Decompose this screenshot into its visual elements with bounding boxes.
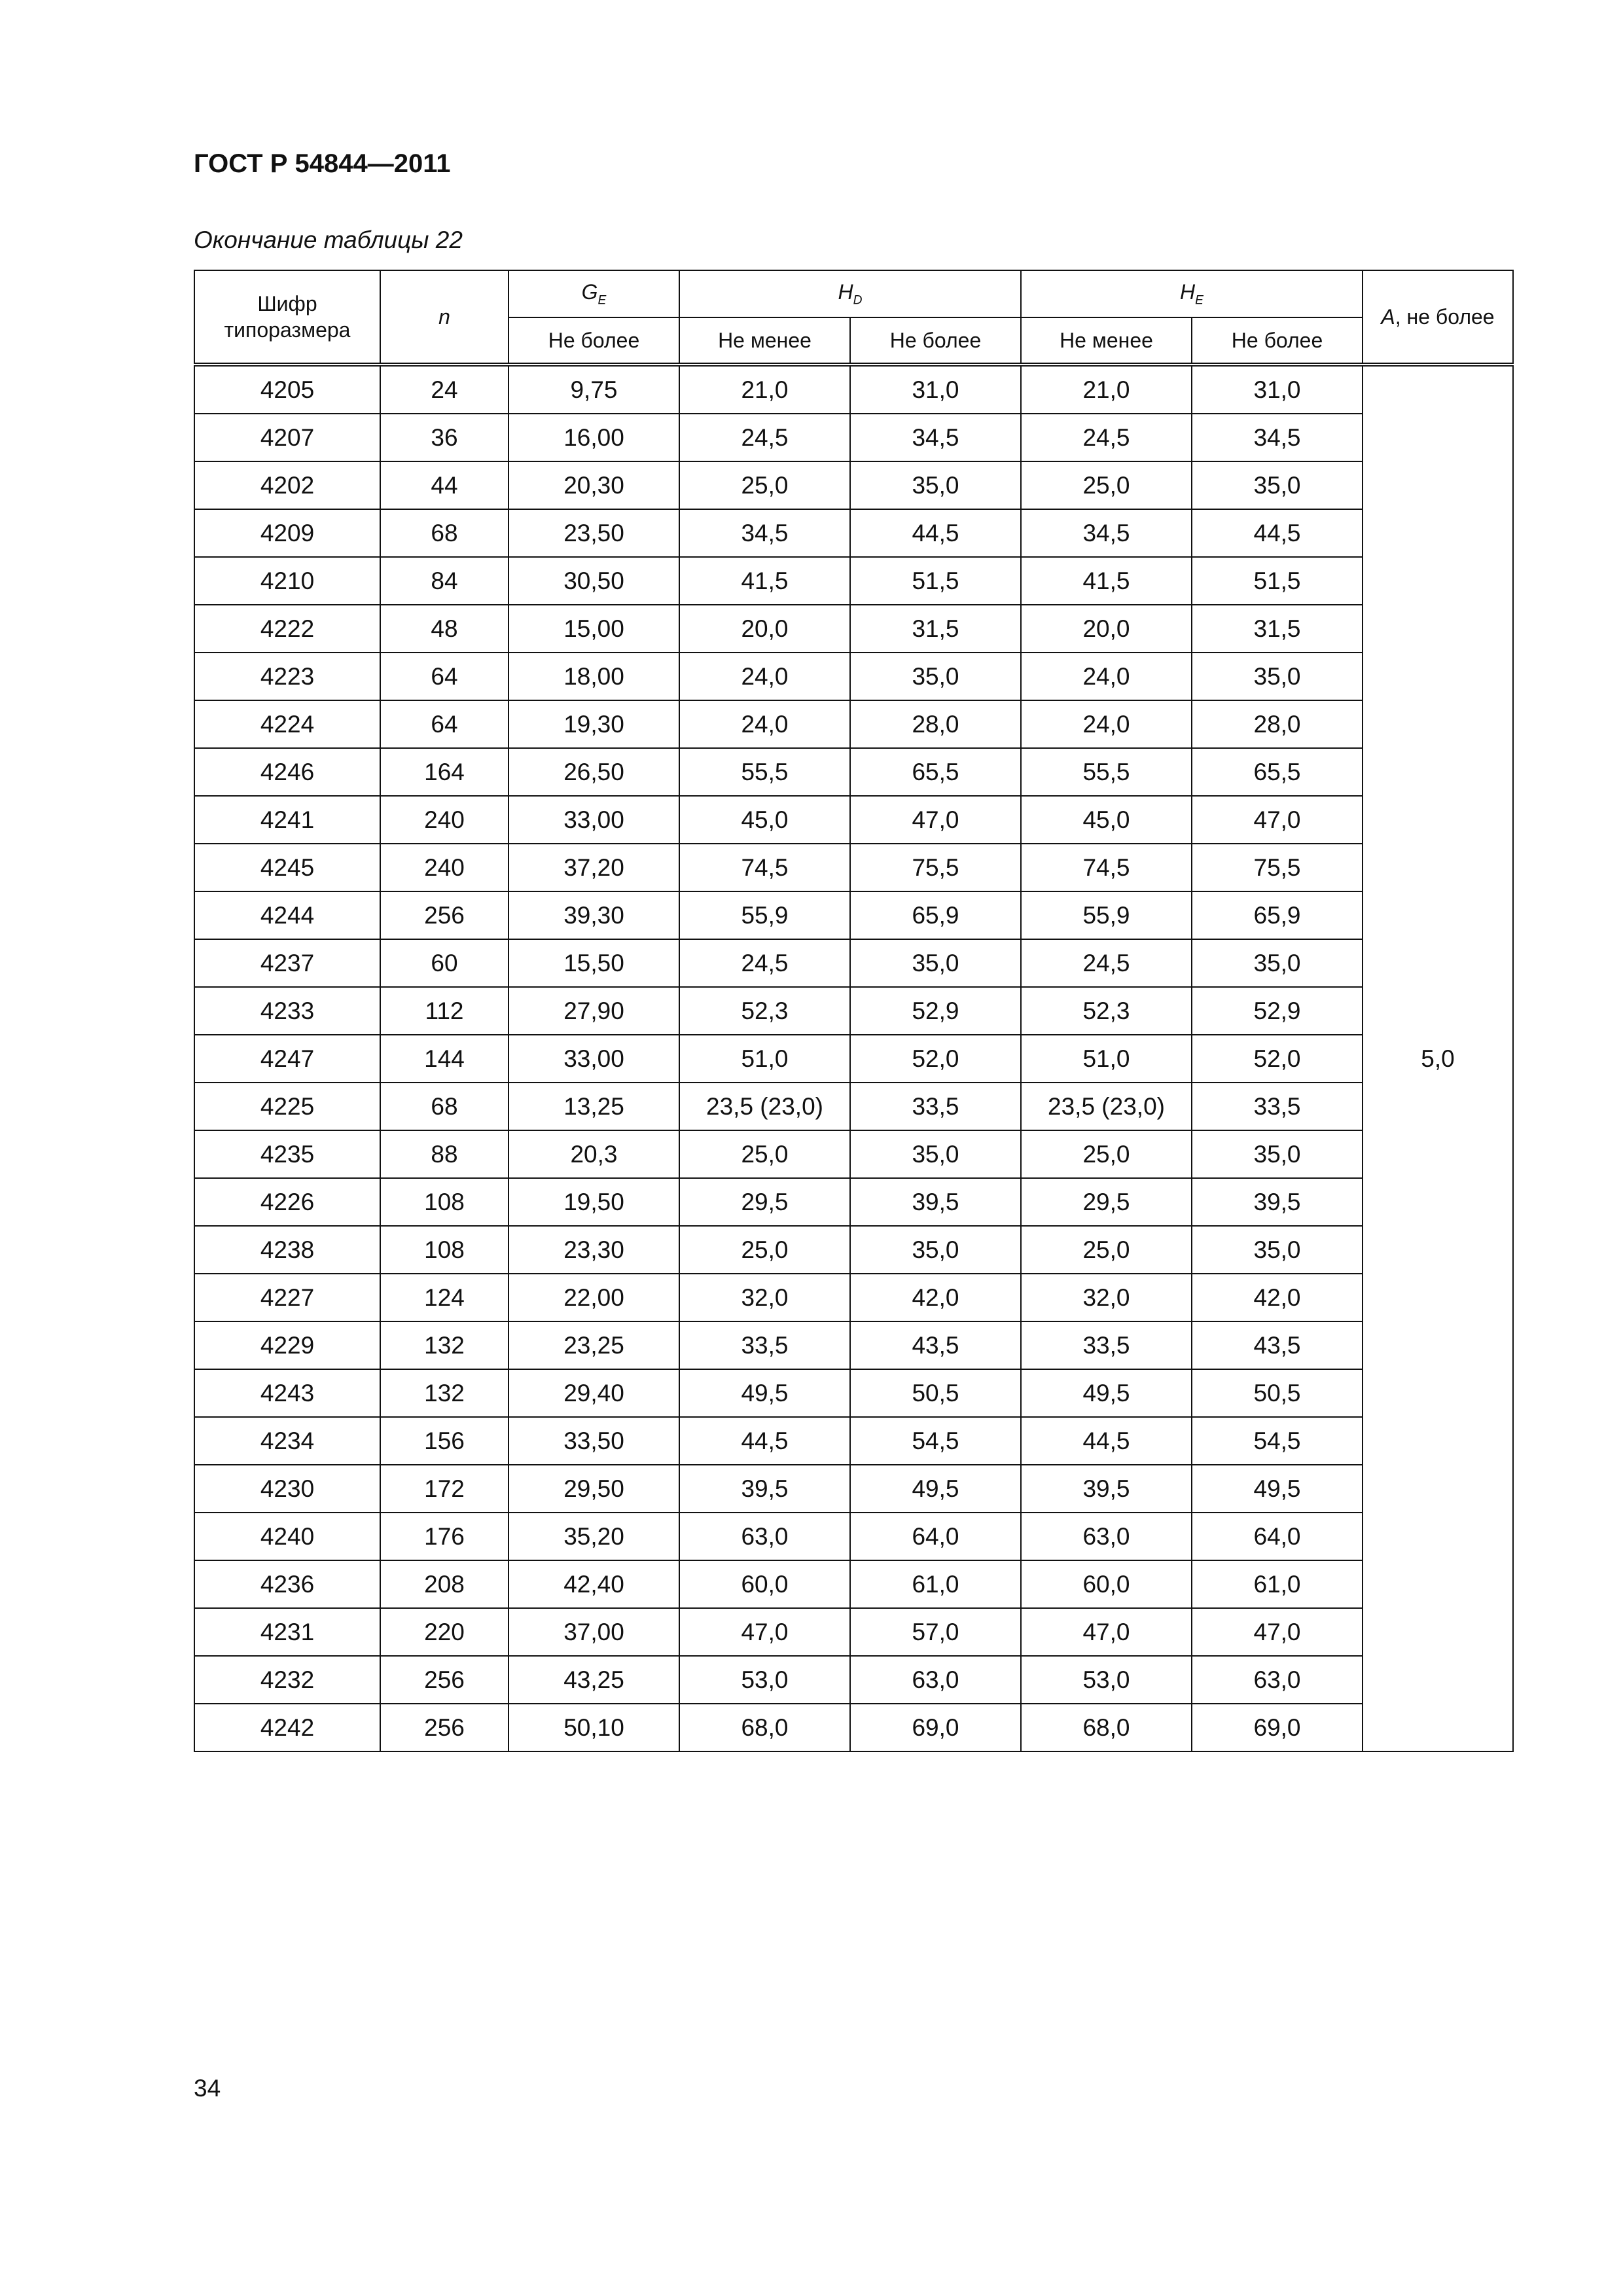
table-cell: 33,5 — [850, 1083, 1021, 1130]
table-cell: 25,0 — [1021, 1226, 1192, 1274]
table-cell: 69,0 — [1192, 1704, 1363, 1751]
table-cell: 124 — [380, 1274, 508, 1321]
table-row — [194, 748, 1513, 796]
table-row — [194, 1178, 1513, 1226]
table-cell: 4205 — [194, 365, 380, 414]
document-header: ГОСТ Р 54844—2011 — [194, 149, 451, 178]
table-cell: 29,40 — [508, 1369, 679, 1417]
table-row — [194, 1321, 1513, 1369]
table-cell: 4237 — [194, 939, 380, 987]
table-row — [194, 1035, 1513, 1083]
table-cell: 48 — [380, 605, 508, 653]
table-cell: 4223 — [194, 653, 380, 700]
table-cell: 36 — [380, 414, 508, 461]
table-cell: 75,5 — [850, 844, 1021, 891]
table-cell: 4245 — [194, 844, 380, 891]
table-cell: 34,5 — [1021, 509, 1192, 557]
table-cell: 37,00 — [508, 1608, 679, 1656]
table-cell: 32,0 — [679, 1274, 850, 1321]
table-cell: 9,75 — [508, 365, 679, 414]
subheader-hd-max: Не более — [850, 317, 1021, 365]
table-cell: 4232 — [194, 1656, 380, 1704]
table-cell: 4246 — [194, 748, 380, 796]
table-cell: 63,0 — [1021, 1513, 1192, 1560]
table-cell: 39,5 — [1021, 1465, 1192, 1513]
table-cell: 164 — [380, 748, 508, 796]
table-cell: 108 — [380, 1226, 508, 1274]
table-cell: 4224 — [194, 700, 380, 748]
table-cell: 55,9 — [679, 891, 850, 939]
table-cell: 33,5 — [679, 1321, 850, 1369]
table-cell: 34,5 — [1192, 414, 1363, 461]
table-cell: 23,30 — [508, 1226, 679, 1274]
table-cell: 21,0 — [1021, 365, 1192, 414]
table-cell: 35,0 — [850, 461, 1021, 509]
table-cell: 240 — [380, 844, 508, 891]
table-cell: 4235 — [194, 1130, 380, 1178]
table-cell: 45,0 — [679, 796, 850, 844]
table-cell: 4234 — [194, 1417, 380, 1465]
table-cell: 20,0 — [679, 605, 850, 653]
table-caption: Окончание таблицы 22 — [194, 226, 463, 253]
table-cell: 176 — [380, 1513, 508, 1560]
table-cell: 13,25 — [508, 1083, 679, 1130]
table-cell: 29,5 — [679, 1178, 850, 1226]
header-a — [1363, 270, 1513, 365]
table-cell: 42,40 — [508, 1560, 679, 1608]
table-cell: 41,5 — [679, 557, 850, 605]
table-cell: 15,00 — [508, 605, 679, 653]
table-cell: 57,0 — [850, 1608, 1021, 1656]
table-cell: 42,0 — [1192, 1274, 1363, 1321]
table-row — [194, 1656, 1513, 1704]
table-row — [194, 1417, 1513, 1465]
table-cell: 27,90 — [508, 987, 679, 1035]
table-cell: 24,5 — [1021, 939, 1192, 987]
table-cell: 31,0 — [1192, 365, 1363, 414]
table-cell: 31,5 — [850, 605, 1021, 653]
table-cell: 65,5 — [1192, 748, 1363, 796]
header-ge-sub: E — [597, 293, 607, 308]
table-cell: 25,0 — [679, 1226, 850, 1274]
table-row — [194, 605, 1513, 653]
table-cell: 44,5 — [1021, 1417, 1192, 1465]
table-cell: 51,5 — [850, 557, 1021, 605]
table-cell: 43,5 — [850, 1321, 1021, 1369]
table-cell: 4229 — [194, 1321, 380, 1369]
table-cell: 35,0 — [850, 1130, 1021, 1178]
table-cell: 32,0 — [1021, 1274, 1192, 1321]
table-cell: 35,0 — [1192, 939, 1363, 987]
table-cell: 25,0 — [679, 461, 850, 509]
table-cell: 47,0 — [1021, 1608, 1192, 1656]
table-cell: 33,00 — [508, 1035, 679, 1083]
table-cell: 4222 — [194, 605, 380, 653]
header-ge — [508, 270, 679, 317]
table-cell: 44,5 — [850, 509, 1021, 557]
table-row — [194, 509, 1513, 557]
table-cell: 53,0 — [679, 1656, 850, 1704]
table-cell: 51,5 — [1192, 557, 1363, 605]
table-cell: 25,0 — [1021, 461, 1192, 509]
header-he-symbol: H — [1180, 279, 1196, 304]
table-cell: 42,0 — [850, 1274, 1021, 1321]
table-cell: 52,3 — [1021, 987, 1192, 1035]
table-cell: 52,0 — [850, 1035, 1021, 1083]
table-cell: 31,0 — [850, 365, 1021, 414]
table-cell: 25,0 — [679, 1130, 850, 1178]
table-cell: 52,3 — [679, 987, 850, 1035]
header-hd-sub: D — [853, 293, 863, 308]
table-row — [194, 653, 1513, 700]
table-cell: 19,50 — [508, 1178, 679, 1226]
table-cell: 84 — [380, 557, 508, 605]
table-cell: 4244 — [194, 891, 380, 939]
table-cell: 4207 — [194, 414, 380, 461]
table-cell: 33,5 — [1021, 1321, 1192, 1369]
table-row — [194, 891, 1513, 939]
table-cell: 35,0 — [1192, 653, 1363, 700]
table-cell: 25,0 — [1021, 1130, 1192, 1178]
table-cell: 68 — [380, 509, 508, 557]
subheader-ge-max: Не более — [508, 317, 679, 365]
table-row — [194, 1274, 1513, 1321]
table-cell: 18,00 — [508, 653, 679, 700]
table-cell: 16,00 — [508, 414, 679, 461]
header-a-symbol: A — [1381, 304, 1395, 329]
header-he — [1021, 270, 1363, 317]
table-cell: 24,0 — [679, 653, 850, 700]
table-cell: 63,0 — [850, 1656, 1021, 1704]
table-cell: 52,9 — [1192, 987, 1363, 1035]
table-cell: 64,0 — [850, 1513, 1021, 1560]
table-cell: 256 — [380, 1656, 508, 1704]
table-cell: 50,5 — [1192, 1369, 1363, 1417]
table-cell: 50,10 — [508, 1704, 679, 1751]
table-cell: 28,0 — [1192, 700, 1363, 748]
table-cell: 35,0 — [850, 653, 1021, 700]
table-cell: 64 — [380, 700, 508, 748]
table-cell: 65,5 — [850, 748, 1021, 796]
table-cell: 4210 — [194, 557, 380, 605]
table-row — [194, 987, 1513, 1035]
table-cell: 4225 — [194, 1083, 380, 1130]
table-cell: 4231 — [194, 1608, 380, 1656]
table-cell: 28,0 — [850, 700, 1021, 748]
table-cell: 63,0 — [679, 1513, 850, 1560]
table-cell: 144 — [380, 1035, 508, 1083]
table-cell: 55,9 — [1021, 891, 1192, 939]
table-cell: 24,5 — [1021, 414, 1192, 461]
table-cell: 68 — [380, 1083, 508, 1130]
table-cell: 15,50 — [508, 939, 679, 987]
table-cell: 44,5 — [679, 1417, 850, 1465]
table-cell: 45,0 — [1021, 796, 1192, 844]
a-value-cell: 5,0 — [1363, 365, 1513, 1751]
header-n: n — [380, 270, 508, 365]
table-row — [194, 461, 1513, 509]
table-cell: 88 — [380, 1130, 508, 1178]
table-row — [194, 844, 1513, 891]
table-cell: 39,5 — [850, 1178, 1021, 1226]
header-ge-symbol: G — [581, 279, 598, 304]
table-cell: 47,0 — [1192, 1608, 1363, 1656]
subheader-he-max: Не более — [1192, 317, 1363, 365]
table-cell: 74,5 — [679, 844, 850, 891]
table-cell: 39,5 — [1192, 1178, 1363, 1226]
table-cell: 68,0 — [679, 1704, 850, 1751]
table-cell: 4209 — [194, 509, 380, 557]
table-cell: 55,5 — [679, 748, 850, 796]
table-row — [194, 796, 1513, 844]
table-cell: 24,0 — [1021, 700, 1192, 748]
table-cell: 47,0 — [850, 796, 1021, 844]
table-cell: 23,5 (23,0) — [1021, 1083, 1192, 1130]
table-cell: 4202 — [194, 461, 380, 509]
table-cell: 64,0 — [1192, 1513, 1363, 1560]
table-cell: 33,00 — [508, 796, 679, 844]
table-cell: 4243 — [194, 1369, 380, 1417]
table-cell: 4226 — [194, 1178, 380, 1226]
table-row — [194, 365, 1513, 414]
table-cell: 49,5 — [1021, 1369, 1192, 1417]
table-cell: 220 — [380, 1608, 508, 1656]
table-cell: 20,3 — [508, 1130, 679, 1178]
table-cell: 132 — [380, 1321, 508, 1369]
table-cell: 4233 — [194, 987, 380, 1035]
table-cell: 53,0 — [1021, 1656, 1192, 1704]
table-cell: 54,5 — [1192, 1417, 1363, 1465]
table-row — [194, 1465, 1513, 1513]
table-cell: 22,00 — [508, 1274, 679, 1321]
table-cell: 20,30 — [508, 461, 679, 509]
dimensions-table — [194, 270, 1514, 1752]
header-size-code: Шифр типоразмера — [194, 270, 380, 365]
table-cell: 256 — [380, 891, 508, 939]
table-body — [194, 365, 1513, 1751]
table-cell: 68,0 — [1021, 1704, 1192, 1751]
table-cell: 50,5 — [850, 1369, 1021, 1417]
table-cell: 37,20 — [508, 844, 679, 891]
table-cell: 20,0 — [1021, 605, 1192, 653]
table-cell: 34,5 — [679, 509, 850, 557]
table-cell: 112 — [380, 987, 508, 1035]
header-a-suffix: , не более — [1395, 304, 1495, 329]
table-cell: 4236 — [194, 1560, 380, 1608]
table-cell: 49,5 — [679, 1369, 850, 1417]
table-row — [194, 557, 1513, 605]
table-cell: 44,5 — [1192, 509, 1363, 557]
table-cell: 54,5 — [850, 1417, 1021, 1465]
table-row — [194, 1369, 1513, 1417]
table-cell: 64 — [380, 653, 508, 700]
table-cell: 33,50 — [508, 1417, 679, 1465]
table-cell: 60,0 — [1021, 1560, 1192, 1608]
table-cell: 43,25 — [508, 1656, 679, 1704]
table-cell: 24,5 — [679, 939, 850, 987]
table-cell: 21,0 — [679, 365, 850, 414]
page-number: 34 — [194, 2075, 221, 2102]
table-cell: 24 — [380, 365, 508, 414]
table-cell: 24,0 — [679, 700, 850, 748]
table-cell: 47,0 — [679, 1608, 850, 1656]
table-cell: 61,0 — [850, 1560, 1021, 1608]
header-hd — [679, 270, 1021, 317]
table-row — [194, 939, 1513, 987]
table-cell: 23,50 — [508, 509, 679, 557]
table-cell: 29,50 — [508, 1465, 679, 1513]
table-cell: 208 — [380, 1560, 508, 1608]
table-cell: 60,0 — [679, 1560, 850, 1608]
table-cell: 43,5 — [1192, 1321, 1363, 1369]
table-row — [194, 414, 1513, 461]
table-row — [194, 1608, 1513, 1656]
table-cell: 24,0 — [1021, 653, 1192, 700]
table-cell: 23,5 (23,0) — [679, 1083, 850, 1130]
table-cell: 29,5 — [1021, 1178, 1192, 1226]
table-cell: 172 — [380, 1465, 508, 1513]
table-cell: 65,9 — [1192, 891, 1363, 939]
table-cell: 35,20 — [508, 1513, 679, 1560]
table-cell: 61,0 — [1192, 1560, 1363, 1608]
table-cell: 108 — [380, 1178, 508, 1226]
table-cell: 51,0 — [679, 1035, 850, 1083]
table-cell: 35,0 — [1192, 461, 1363, 509]
table-cell: 23,25 — [508, 1321, 679, 1369]
table-cell: 44 — [380, 461, 508, 509]
table-row — [194, 1513, 1513, 1560]
table-cell: 52,0 — [1192, 1035, 1363, 1083]
table-cell: 30,50 — [508, 557, 679, 605]
table-cell: 69,0 — [850, 1704, 1021, 1751]
table-cell: 49,5 — [850, 1465, 1021, 1513]
table-cell: 35,0 — [1192, 1130, 1363, 1178]
table-cell: 34,5 — [850, 414, 1021, 461]
table-cell: 156 — [380, 1417, 508, 1465]
table-cell: 4241 — [194, 796, 380, 844]
table-cell: 4247 — [194, 1035, 380, 1083]
table-cell: 55,5 — [1021, 748, 1192, 796]
table-cell: 51,0 — [1021, 1035, 1192, 1083]
table-cell: 65,9 — [850, 891, 1021, 939]
table-cell: 26,50 — [508, 748, 679, 796]
header-he-sub: E — [1195, 293, 1204, 308]
table-cell: 24,5 — [679, 414, 850, 461]
table-cell: 41,5 — [1021, 557, 1192, 605]
table-cell: 35,0 — [850, 939, 1021, 987]
table-row — [194, 1226, 1513, 1274]
table-cell: 33,5 — [1192, 1083, 1363, 1130]
table-cell: 75,5 — [1192, 844, 1363, 891]
table-cell: 39,30 — [508, 891, 679, 939]
table-cell: 4242 — [194, 1704, 380, 1751]
table-row — [194, 700, 1513, 748]
table-row — [194, 1083, 1513, 1130]
table-cell: 35,0 — [850, 1226, 1021, 1274]
table-cell: 19,30 — [508, 700, 679, 748]
table-cell: 4230 — [194, 1465, 380, 1513]
table-cell: 4240 — [194, 1513, 380, 1560]
header-hd-symbol: H — [838, 279, 853, 304]
subheader-he-min: Не менее — [1021, 317, 1192, 365]
table-cell: 63,0 — [1192, 1656, 1363, 1704]
table-cell: 74,5 — [1021, 844, 1192, 891]
table-cell: 240 — [380, 796, 508, 844]
table-cell: 132 — [380, 1369, 508, 1417]
table-cell: 47,0 — [1192, 796, 1363, 844]
table-cell: 35,0 — [1192, 1226, 1363, 1274]
table-cell: 4238 — [194, 1226, 380, 1274]
table-row — [194, 1560, 1513, 1608]
table-row — [194, 1704, 1513, 1751]
table-cell: 49,5 — [1192, 1465, 1363, 1513]
subheader-hd-min: Не менее — [679, 317, 850, 365]
table-row — [194, 1130, 1513, 1178]
table-cell: 60 — [380, 939, 508, 987]
table-cell: 39,5 — [679, 1465, 850, 1513]
table-cell: 256 — [380, 1704, 508, 1751]
table-cell: 31,5 — [1192, 605, 1363, 653]
table-cell: 52,9 — [850, 987, 1021, 1035]
table-cell: 4227 — [194, 1274, 380, 1321]
